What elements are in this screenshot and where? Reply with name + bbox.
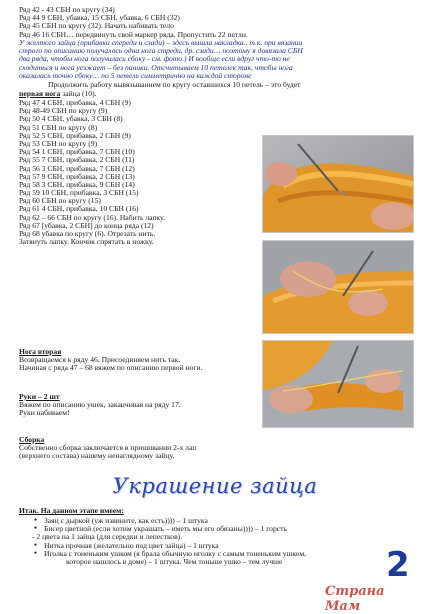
arms-heading: Руки – 2 шт [19, 392, 60, 401]
row-line: Ряд 62 – 66 СБН по кругу (16). Набить лапку. [19, 212, 165, 222]
row-line: Ряд 52 5 СБН, прибавка, 2 СБН (9) [19, 130, 131, 140]
row-line: Затянуть лапку. Кончик спрятать в ножку. [19, 237, 154, 247]
photo-crochet-1 [262, 135, 414, 233]
materials-heading: Итак. На данном этапе имеем: [19, 506, 124, 515]
row-line: Ряд 59 10 СБН, прибавка, 3 СБН (15) [19, 188, 139, 198]
row-line: Ряд 44 9 СБН, убавка, 15 СБН, убавка, 6 СБН (32) [19, 13, 180, 23]
first-leg-label: первая нога [19, 89, 61, 98]
material-item: ● Заяц с дыркой (уж извините, как есть)))) – 1 штука [32, 517, 306, 525]
row-line: Ряд 42 - 43 СБН по кругу (34) [19, 5, 115, 14]
material-item: ● Иголка с тоненьким ушком (я брала обычную иголку с самым тоненьким ушком, [32, 550, 306, 558]
continue-line: Продолжить работу вывязыванием по кругу оставшихся 10 петель – это будет [48, 80, 301, 89]
row-line: Ряд 68 убавка по кругу (6). Отрезать нить. [19, 229, 156, 238]
row-line: Ряд 45 СБН по кругу (32). Начать набивать тело [19, 21, 174, 31]
row-line: Ряд 47 4 СБН, прибавка, 4 СБН (9) [19, 98, 131, 107]
leg-two-section [19, 348, 203, 373]
row-line: Ряд 53 СБН по кругу (9) [19, 138, 98, 148]
assembly-heading: Сборка [19, 435, 45, 444]
material-item: ● Нитка прочная (желательно под цвет зайца) – 1 штука [32, 542, 306, 550]
page-number: 2 [386, 545, 410, 585]
first-leg-rest: зайца (10). [60, 89, 97, 98]
row-line: Ряд 60 СБН по кругу (15) [19, 196, 101, 206]
leg-two-line: Начиная с ряда 47 – 68 вяжем по описанию первой ноги. [19, 363, 203, 373]
note-line: У желтого зайца (прибавки спереди и сзади) – здесь вышла накладка.. т.к. при вязании [19, 38, 303, 47]
note-line: два ряда, чтобы нога получилась сбоку - см. фото.) И вообще если вдруг что-то не [19, 54, 290, 64]
watermark-logo: Страна Мам [325, 584, 385, 614]
row-line: Ряд 56 3 СБН, прибавка, 7 СБН (12) [19, 163, 135, 173]
assembly-line: (верхнего состава) нашему ненаглядному зайцу. [19, 451, 175, 461]
arms-line: Руки набиваем! [19, 408, 70, 418]
row-line: Ряд 48-49 СБН по кругу (9) [19, 106, 108, 116]
arms-section [19, 393, 181, 418]
row-line: Ряд 67 [убавка, 2 СБН] до конца ряда (12) [19, 220, 154, 230]
assembly-line: Собственно сборка заключается в пришивании 2-х лап [19, 443, 197, 453]
rows-leg [19, 99, 165, 246]
rows-top [19, 6, 248, 39]
leg-two-heading: Нога вторая [19, 347, 62, 356]
section-title: Украшение зайца [112, 474, 318, 498]
note-line: сходиться и нога уезжает – без паники. Отсчитываем 10 петелек так, чтобы нога [19, 62, 293, 72]
row-line: Ряд 46 16 СБН… передвинуть свой маркер ряда. Пропустить 22 петли. [19, 29, 248, 39]
material-note: - 2 цвета на 1 зайца (для середки и лепестков). [32, 532, 183, 542]
materials-list [22, 517, 306, 566]
material-note: которое нашлось в доме) – 1 штука. Чем тоньше ушко – тем лучше [66, 557, 283, 566]
assembly-section [19, 436, 196, 461]
row-line: Ряд 61 4 СБН, прибавка, 10 СБН (16) [19, 204, 139, 214]
note-line: строго по описанию получалось одна нога стреди, др. сзади… поэтому я довязала СБН [19, 46, 303, 56]
row-line: Ряд 57 9 СБН, прибавка, 2 СБН (13) [19, 171, 135, 181]
photo-crochet-2 [262, 240, 414, 334]
row-line: Ряд 51 СБН по кругу (8) [19, 122, 98, 132]
leg-two-line: Возвращаемся к ряду 46. Присоединяем нить так, [19, 355, 181, 365]
row-line: Ряд 54 1 СБН, прибавка, 7 СБН (10) [19, 147, 135, 157]
italic-note [19, 39, 303, 80]
material-item: ● Бисер цветной (если хотим украшать – иметь мы его обязаны)))) – 1 горсть [32, 525, 306, 533]
arms-line: Вяжем по описанию ушек, заканчивая на ряду 17. [19, 400, 181, 410]
row-line: Ряд 50 4 СБН, убавка, 3 СБН (8) [19, 114, 123, 124]
note-line: оказалась точно сбоку… по 5 петель симметрично на каждой стороне [19, 70, 252, 80]
row-line: Ряд 58 3 СБН, прибавка, 9 СБН (14) [19, 179, 135, 189]
row-line: Ряд 55 7 СБН, прибавка, 2 СБН (11) [19, 155, 135, 165]
first-leg-heading [19, 90, 97, 98]
photo-crochet-3 [262, 340, 414, 428]
